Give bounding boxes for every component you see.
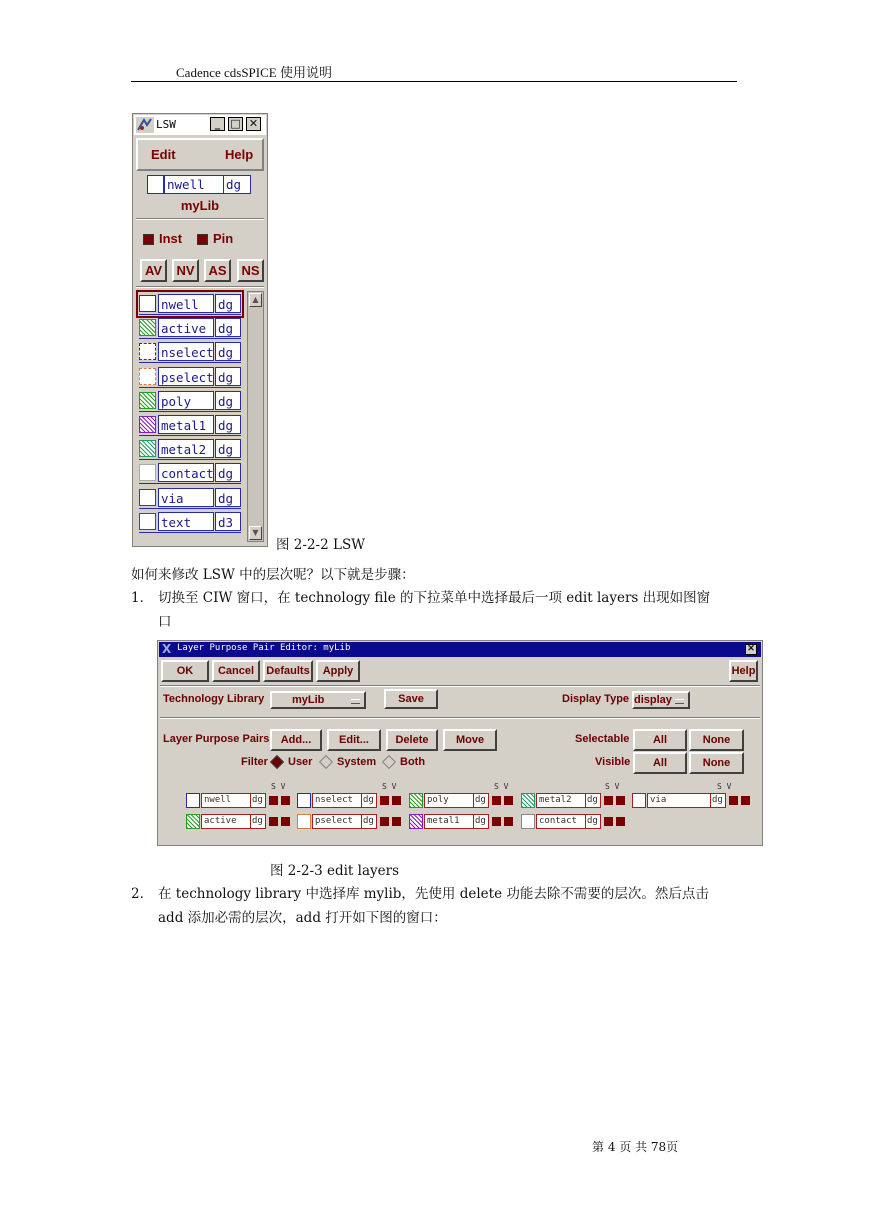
visible-checkbox[interactable] — [504, 817, 513, 826]
selectable-checkbox[interactable] — [380, 817, 389, 826]
scroll-down-icon[interactable]: ▼ — [249, 526, 262, 540]
layer-purpose: dg — [215, 391, 241, 410]
sv-header: S V — [271, 782, 286, 791]
radio-icon — [319, 755, 333, 769]
layer-swatch — [297, 793, 311, 808]
layer-name: nwell — [158, 294, 214, 313]
layer-pair-name: via — [647, 793, 711, 808]
layer-swatch[interactable] — [139, 440, 156, 457]
editor-title: Layer Purpose Pair Editor: myLib — [177, 643, 351, 653]
av-button[interactable]: AV — [140, 259, 167, 282]
layer-swatch — [521, 814, 535, 829]
minimize-icon[interactable]: _ — [210, 117, 225, 131]
technology-library-label: Technology Library — [163, 693, 265, 705]
layer-pair[interactable] — [409, 814, 517, 829]
layer-scrollbar[interactable] — [247, 291, 264, 542]
layer-swatch — [186, 814, 200, 829]
layer-row[interactable] — [139, 511, 241, 533]
save-button[interactable]: Save — [384, 689, 438, 709]
layer-row[interactable] — [139, 487, 241, 509]
layer-pair-purpose: dg — [710, 793, 726, 808]
radio-selected-icon — [270, 755, 284, 769]
step-2-text-cont: add 添加必需的层次，add 打开如下图的窗口： — [158, 910, 447, 926]
selectable-checkbox[interactable] — [380, 796, 389, 805]
filter-user-radio[interactable]: User — [272, 756, 312, 768]
lsw-title: LSW — [156, 118, 176, 131]
as-button[interactable]: AS — [204, 259, 231, 282]
defaults-button[interactable]: Defaults — [263, 660, 313, 682]
sv-header: S V — [605, 782, 620, 791]
selectable-checkbox[interactable] — [604, 817, 613, 826]
current-layer — [147, 175, 251, 194]
page-header-title: Cadence cdsSPICE 使用说明 — [176, 65, 332, 80]
menu-edit[interactable]: Edit — [151, 147, 176, 162]
layer-swatch — [632, 793, 646, 808]
ns-button[interactable]: NS — [237, 259, 264, 282]
layer-pair[interactable] — [632, 793, 740, 808]
layer-pair-purpose: dg — [361, 793, 377, 808]
layer-row[interactable] — [139, 366, 241, 388]
menu-help[interactable]: Help — [225, 147, 254, 162]
layer-underline — [139, 459, 241, 460]
selectable-checkbox[interactable] — [604, 796, 613, 805]
layer-pair-name: pselect — [312, 814, 362, 829]
selectable-checkbox[interactable] — [492, 817, 501, 826]
visible-checkbox[interactable] — [504, 796, 513, 805]
step-2-number: 2． — [131, 886, 154, 902]
lsw-title-bar[interactable] — [134, 115, 266, 135]
layer-name: nselect — [158, 342, 214, 361]
layer-swatch[interactable] — [139, 392, 156, 409]
layer-swatch[interactable] — [139, 319, 156, 336]
layer-underline — [139, 314, 241, 315]
layer-row[interactable] — [139, 462, 241, 484]
selectable-checkbox[interactable] — [269, 817, 278, 826]
separator — [136, 218, 264, 220]
layer-pair-name: nwell — [201, 793, 251, 808]
layer-swatch[interactable] — [139, 368, 156, 385]
delete-button[interactable]: Delete — [386, 729, 438, 751]
layer-name: active — [158, 318, 214, 337]
layer-name: contact — [158, 463, 214, 482]
filter-label: Filter — [241, 756, 268, 768]
display-type-label: Display Type — [562, 693, 630, 705]
visible-checkbox[interactable] — [616, 796, 625, 805]
step-1-number: 1． — [131, 590, 154, 606]
paragraph-intro: 如何来修改 LSW 中的层次呢？以下就是步骤： — [131, 567, 415, 583]
layer-row[interactable] — [139, 390, 241, 412]
selectable-checkbox[interactable] — [269, 796, 278, 805]
maximize-icon[interactable]: □ — [228, 117, 243, 131]
layer-row[interactable] — [139, 414, 241, 436]
pin-checkbox[interactable]: Pin — [197, 231, 233, 246]
layer-purpose: dg — [215, 488, 241, 507]
layer-purpose: dg — [215, 367, 241, 386]
visible-checkbox[interactable] — [616, 817, 625, 826]
dropdown-icon — [351, 699, 360, 704]
layer-swatch — [409, 793, 423, 808]
visible-checkbox[interactable] — [392, 817, 401, 826]
app-icon — [136, 117, 154, 133]
page-footer: 第 4 页 共 78页 — [592, 1140, 679, 1154]
step-1-text-cont: 口 — [158, 614, 172, 630]
layer-purpose: dg — [215, 294, 241, 313]
step-2-text: 在 technology library 中选择库 mylib，先使用 delete 功能去除不需要的层次。然后点击 — [158, 886, 709, 902]
layer-pair[interactable] — [186, 814, 294, 829]
layer-name: metal2 — [158, 439, 214, 458]
layer-purpose: dg — [215, 342, 241, 361]
visible-checkbox[interactable] — [281, 817, 290, 826]
layer-name: text — [158, 512, 214, 531]
layer-swatch[interactable] — [139, 464, 156, 481]
cancel-button[interactable]: Cancel — [212, 660, 260, 682]
scroll-up-icon[interactable]: ▲ — [249, 293, 262, 307]
x-logo-icon: X — [162, 642, 172, 656]
layer-swatch[interactable] — [139, 489, 156, 506]
help-button[interactable]: Help — [729, 660, 758, 682]
layer-swatch — [297, 814, 311, 829]
figure-caption-edit-layers: 图 2-2-3 edit layers — [270, 863, 400, 879]
selectable-label: Selectable — [575, 733, 630, 745]
layer-underline — [139, 411, 241, 412]
dropdown-icon — [675, 699, 684, 704]
close-icon[interactable]: ✕ — [246, 117, 261, 131]
radio-icon — [382, 755, 396, 769]
layer-purpose: dg — [215, 439, 241, 458]
layer-swatch[interactable] — [139, 343, 156, 360]
layer-pair-purpose: dg — [473, 814, 489, 829]
checkbox-icon — [143, 234, 154, 245]
figure-caption-lsw: 图 2-2-2 LSW — [276, 537, 366, 553]
layer-pair-purpose: dg — [361, 814, 377, 829]
layer-underline — [139, 508, 241, 509]
separator — [160, 685, 760, 687]
layer-name: pselect — [158, 367, 214, 386]
separator — [136, 286, 264, 288]
layer-row[interactable] — [139, 293, 241, 315]
current-layer-swatch — [147, 175, 164, 194]
layer-pair-purpose: dg — [250, 814, 266, 829]
selectable-all-button[interactable]: All — [633, 729, 687, 751]
move-button[interactable]: Move — [443, 729, 497, 751]
lpp-editor-window — [157, 640, 763, 846]
visible-none-button[interactable]: None — [689, 752, 744, 774]
current-layer-name: nwell — [164, 175, 224, 194]
ok-button[interactable]: OK — [161, 660, 209, 682]
edit-button[interactable]: Edit... — [327, 729, 381, 751]
layer-swatch[interactable] — [139, 513, 156, 530]
display-type-select[interactable]: display — [632, 691, 690, 709]
close-icon[interactable]: ✕ — [745, 644, 757, 655]
layer-pair-purpose: dg — [250, 793, 266, 808]
inst-checkbox[interactable]: Inst — [143, 231, 182, 246]
layer-pair-name: poly — [424, 793, 474, 808]
layer-underline — [139, 532, 241, 533]
editor-title-bar[interactable] — [159, 642, 761, 657]
layer-row[interactable] — [139, 317, 241, 339]
selectable-checkbox[interactable] — [492, 796, 501, 805]
sv-header: S V — [494, 782, 509, 791]
layer-swatch — [409, 814, 423, 829]
layer-purpose: dg — [215, 463, 241, 482]
current-layer-purpose: dg — [223, 175, 251, 194]
checkbox-icon — [197, 234, 208, 245]
layer-name: metal1 — [158, 415, 214, 434]
header-rule — [131, 81, 737, 82]
layer-pair-name: contact — [536, 814, 586, 829]
visible-checkbox[interactable] — [392, 796, 401, 805]
layer-pair-name: nselect — [312, 793, 362, 808]
layer-underline — [139, 338, 241, 339]
selectable-none-button[interactable]: None — [689, 729, 744, 751]
visible-label: Visible — [595, 756, 631, 768]
layer-row[interactable] — [139, 438, 241, 460]
selectable-checkbox[interactable] — [729, 796, 738, 805]
visible-checkbox[interactable] — [281, 796, 290, 805]
layer-pair-name: metal2 — [536, 793, 586, 808]
layer-underline — [139, 435, 241, 436]
layer-swatch[interactable] — [139, 295, 156, 312]
layer-pair-name: metal1 — [424, 814, 474, 829]
layer-underline — [139, 362, 241, 363]
layer-underline — [139, 483, 241, 484]
lsw-window — [132, 113, 268, 547]
layer-pair-purpose: dg — [585, 814, 601, 829]
layer-pair[interactable] — [409, 793, 517, 808]
nv-button[interactable]: NV — [172, 259, 199, 282]
filter-system-radio[interactable]: System — [321, 756, 376, 768]
layer-pair-purpose: dg — [473, 793, 489, 808]
separator — [160, 717, 760, 719]
layer-swatch[interactable] — [139, 416, 156, 433]
add-button[interactable]: Add... — [270, 729, 322, 751]
layer-pair-purpose: dg — [585, 793, 601, 808]
layer-pair[interactable] — [297, 814, 405, 829]
layer-pair[interactable] — [297, 793, 405, 808]
apply-button[interactable]: Apply — [316, 660, 360, 682]
layer-pair[interactable] — [521, 814, 629, 829]
lsw-menu-bar — [136, 138, 264, 171]
layer-swatch — [521, 793, 535, 808]
sv-header: S V — [382, 782, 397, 791]
visible-all-button[interactable]: All — [633, 752, 687, 774]
layer-name: via — [158, 488, 214, 507]
technology-library-select[interactable]: myLib — [270, 691, 366, 709]
layer-pair[interactable] — [521, 793, 629, 808]
layer-purpose: d3 — [215, 512, 241, 531]
layer-underline — [139, 387, 241, 388]
layer-purpose: dg — [215, 415, 241, 434]
layer-swatch — [186, 793, 200, 808]
step-1-text: 切换至 CIW 窗口，在 technology file 的下拉菜单中选择最后一项 edit layers 出现如图窗 — [158, 590, 711, 606]
visible-checkbox[interactable] — [741, 796, 750, 805]
layer-purpose-pairs-label: Layer Purpose Pairs — [163, 733, 270, 745]
library-name: myLib — [180, 198, 220, 213]
layer-pair-name: active — [201, 814, 251, 829]
layer-name: poly — [158, 391, 214, 410]
sv-header: S V — [717, 782, 732, 791]
layer-row[interactable] — [139, 341, 241, 363]
layer-pair[interactable] — [186, 793, 294, 808]
filter-both-radio[interactable]: Both — [384, 756, 425, 768]
layer-purpose: dg — [215, 318, 241, 337]
